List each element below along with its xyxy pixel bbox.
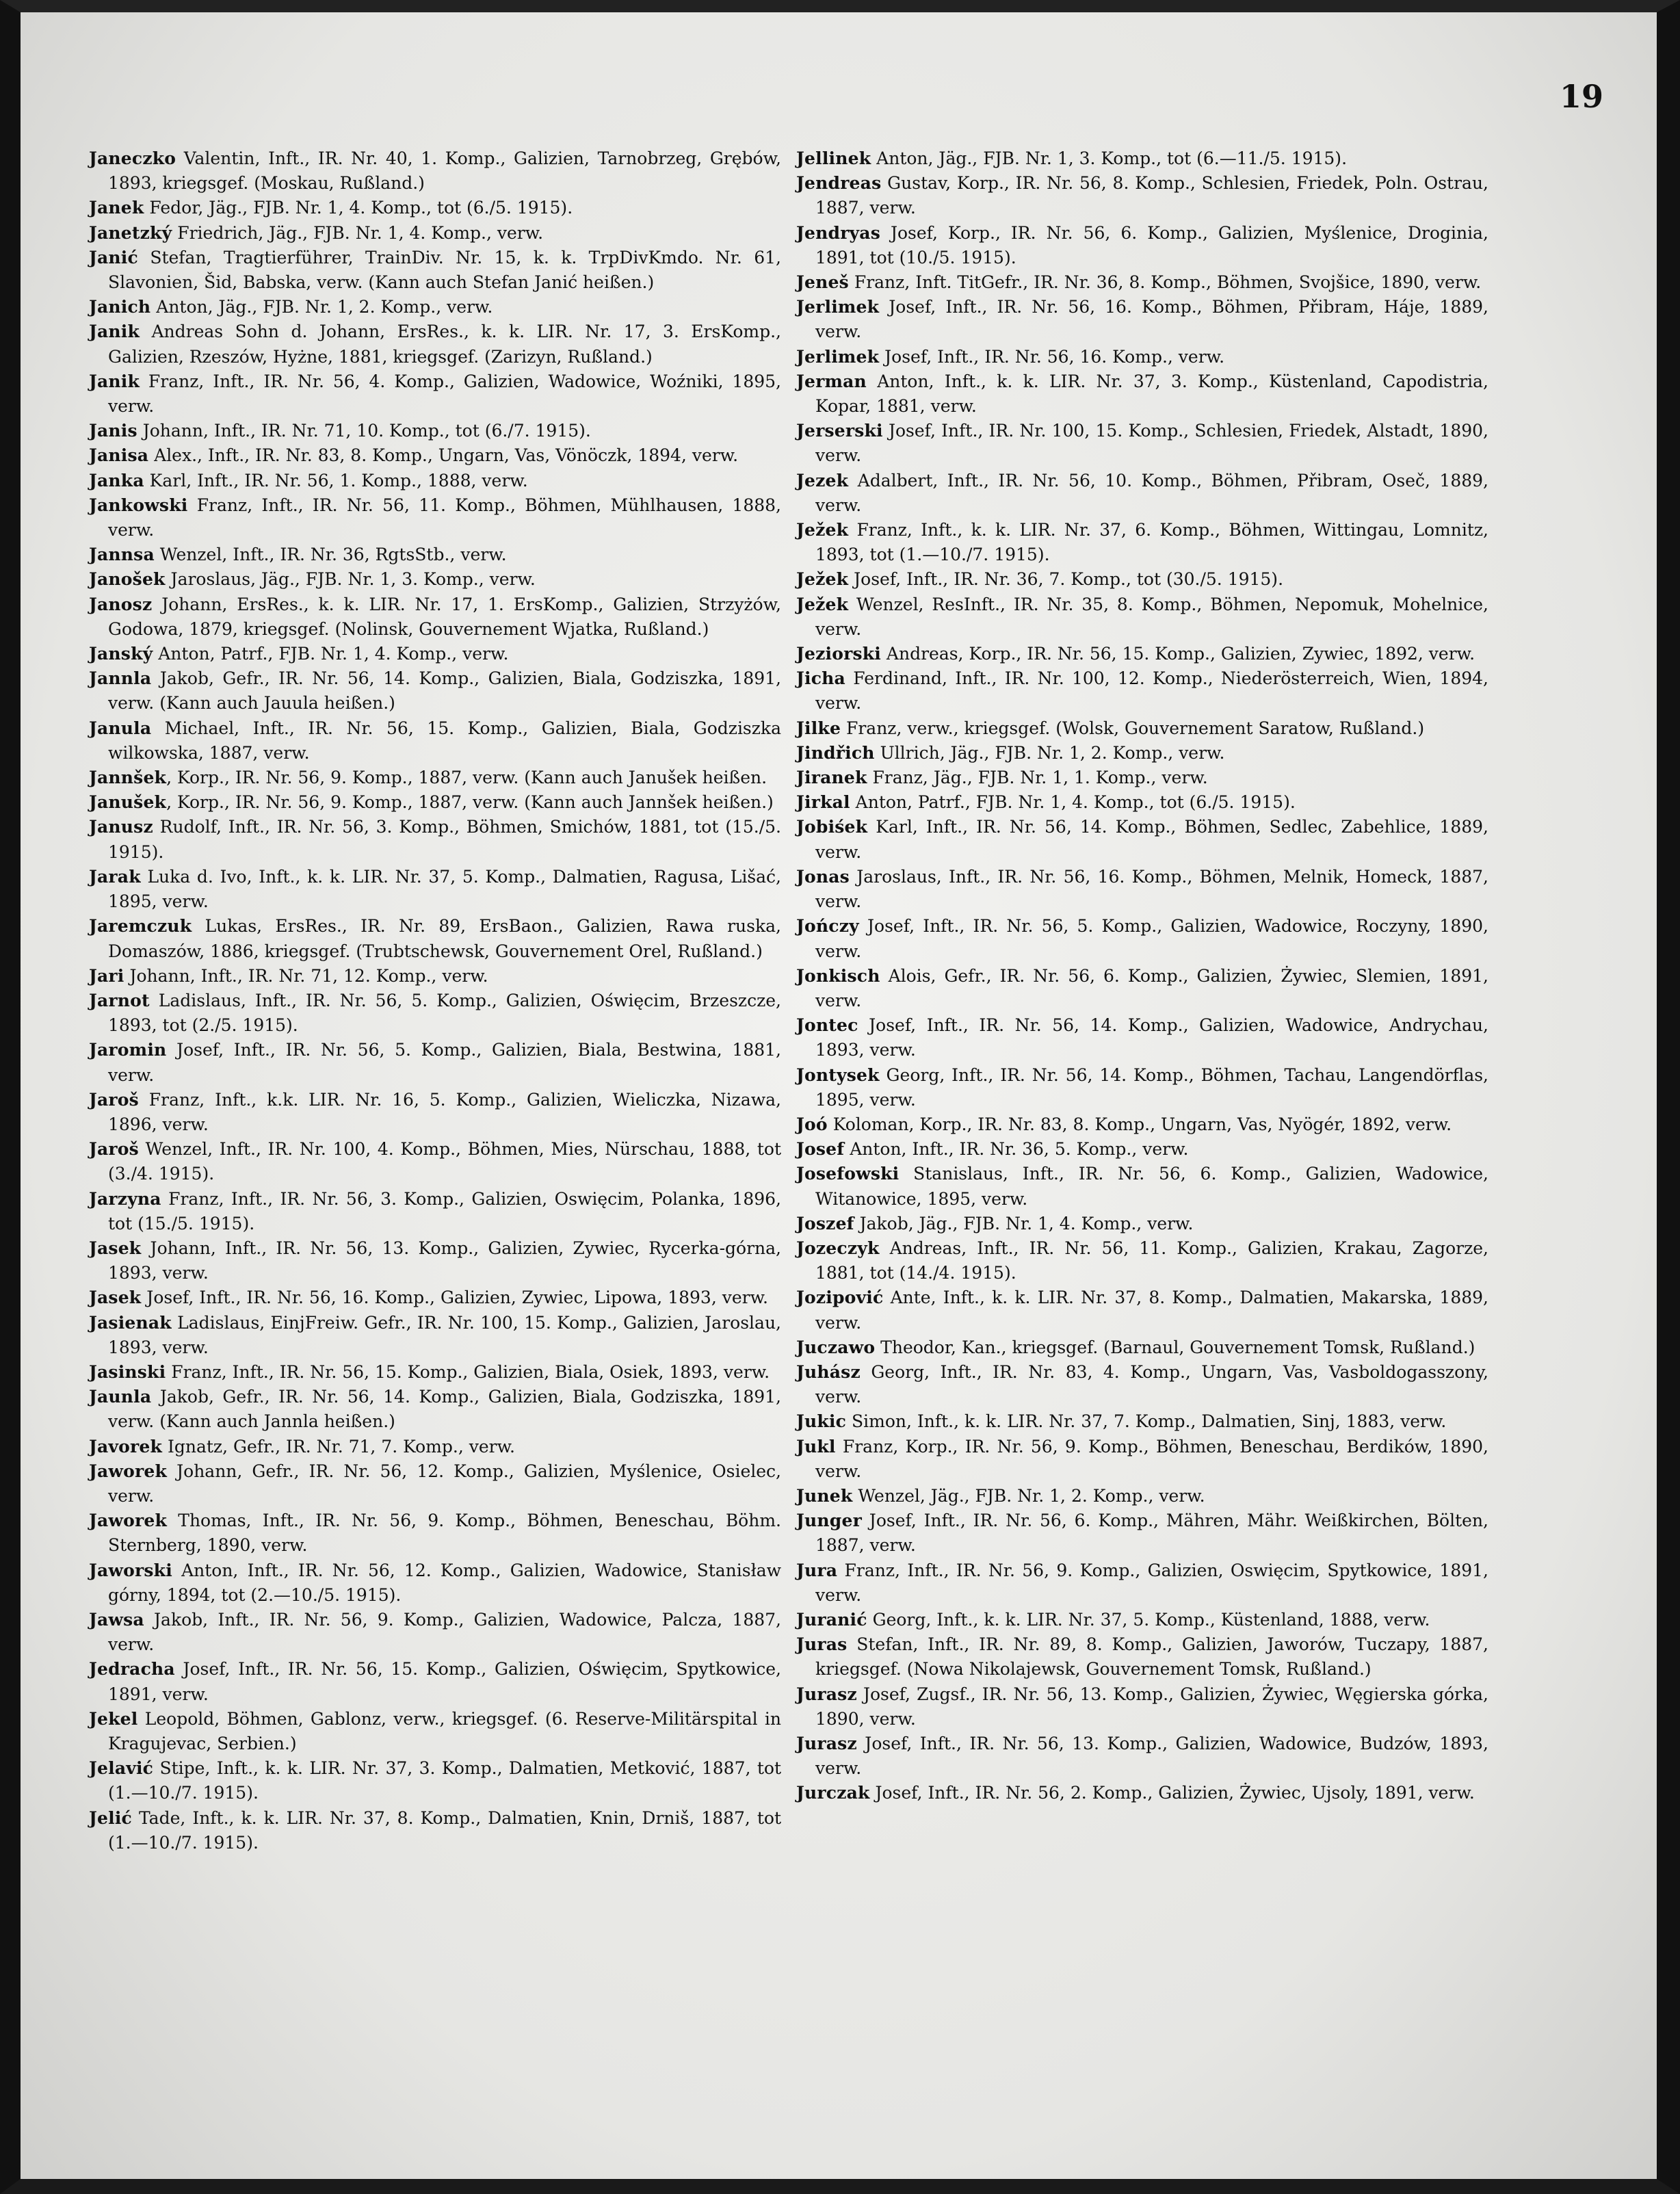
entry-surname: Janský [89,644,153,664]
entry-surname: Janeczko [89,148,176,168]
entry-surname: Jasinski [89,1361,166,1382]
entry-details: Lukas, ErsRes., IR. Nr. 89, ErsBaon., Galizien, Rawa ruska, Domaszów, 1886, kriegsgef. (Trubtschewsk, Gouvernement Orel, Rußland.) [108,916,781,961]
casualty-entry [796,1162,1488,1211]
entry-details: Jakob, Inft., IR. Nr. 56, 9. Komp., Galizien, Wadowice, Palcza, 1887, verw. [108,1609,781,1655]
casualty-entry [89,666,781,716]
entry-details: Thomas, Inft., IR. Nr. 56, 9. Komp., Böhmen, Beneschau, Böhm. Sternberg, 1890, verw. [108,1511,781,1556]
casualty-entry [89,1137,781,1186]
entry-surname: Jicha [796,668,845,689]
entry-surname: Josefowski [796,1164,900,1184]
entry-details: Karl, Inft., IR. Nr. 56, 1. Komp., 1888, verw. [144,470,528,491]
entry-details: Stefan, Inft., IR. Nr. 89, 8. Komp., Galizien, Jaworów, Tuczapy, 1887, kriegsgef. (Nowa Nikolajewsk, Gouvernement Tomsk, Rußland.) [815,1634,1488,1680]
casualty-entry [796,592,1488,642]
entry-surname: Jarzyna [89,1188,161,1209]
casualty-entry [796,914,1488,963]
entry-details: Gustav, Korp., IR. Nr. 56, 8. Komp., Schlesien, Friedek, Poln. Ostrau, 1887, verw. [815,173,1488,218]
entry-surname: Janik [89,371,140,391]
entry-details: Theodor, Kan., kriegsgef. (Barnaul, Gouvernement Tomsk, Rußland.) [875,1337,1475,1357]
casualty-entry [796,741,1488,766]
entry-details: Franz, Inft. TitGefr., IR. Nr. 36, 8. Komp., Böhmen, Svojšice, 1890, verw. [848,272,1482,293]
entry-details: Josef, Inft., IR. Nr. 56, 13. Komp., Galizien, Wadowice, Budzów, 1893, verw. [815,1734,1488,1779]
entry-details: Johann, Inft., IR. Nr. 56, 13. Komp., Galizien, Zywiec, Rycerka-górna, 1893, verw. [108,1238,781,1283]
entry-surname: Jurasz [796,1734,857,1753]
entry-surname: Jobiśek [796,817,868,837]
entry-surname: Jontysek [796,1065,880,1085]
entry-details: Ignatz, Gefr., IR. Nr. 71, 7. Komp., verw. [162,1436,515,1457]
entry-surname: Junger [796,1511,862,1531]
casualty-entry [89,443,781,468]
casualty-entry [796,1285,1488,1335]
casualty-entry [796,1732,1488,1781]
casualty-entry [796,716,1488,741]
entry-surname: Jaroš [89,1139,139,1160]
entry-details: Franz, Jäg., FJB. Nr. 1, 1. Komp., verw. [867,768,1208,788]
casualty-entry [796,766,1488,790]
casualty-entry [89,369,781,419]
entry-surname: Jiranek [796,768,867,788]
entry-details: Wenzel, Inft., IR. Nr. 36, RgtsStb., verw. [154,545,507,565]
entry-details: Michael, Inft., IR. Nr. 56, 15. Komp., Galizien, Biala, Godziszka wilkowska, 1887, verw. [108,718,781,763]
casualty-entry [796,666,1488,716]
casualty-entry [796,1509,1488,1558]
entry-surname: Jellinek [796,148,871,168]
entry-surname: Jawsa [89,1609,144,1630]
casualty-entry [796,146,1488,171]
entry-details: Anton, Inft., IR. Nr. 36, 5. Komp., verw. [844,1139,1189,1160]
casualty-entry [89,1509,781,1558]
entry-surname: Jerlimek [796,297,880,317]
entry-details: Karl, Inft., IR. Nr. 56, 14. Komp., Böhmen, Sedlec, Zabehlice, 1889, verw. [815,817,1488,862]
entry-surname: Jarnot [89,990,150,1010]
entry-surname: Janich [89,297,151,317]
casualty-entry [89,1285,781,1310]
casualty-entry [89,1187,781,1236]
page-sheet [21,12,1657,2179]
entry-details: Andreas, Inft., IR. Nr. 56, 11. Komp., Galizien, Krakau, Zagorze, 1881, tot (14./4. 1915). [815,1238,1488,1283]
entry-surname: Jaromin [89,1040,167,1060]
casualty-entry [89,146,781,196]
entry-surname: Jonkisch [796,965,880,986]
casualty-entry [796,964,1488,1013]
entry-surname: Janula [89,718,152,738]
casualty-entry [89,1385,781,1434]
casualty-entry [89,1707,781,1756]
entry-surname: Janik [89,322,140,342]
casualty-entry [89,1236,781,1285]
entry-surname: Jankowski [89,495,188,515]
entry-details: Wenzel, Inft., IR. Nr. 100, 4. Komp., Böhmen, Mies, Nürschau, 1888, tot (3./4. 1915). [108,1139,781,1184]
entry-surname: Jezek [796,470,849,491]
casualty-entry [89,815,781,864]
entry-surname: Jirkal [796,792,850,813]
entry-details: Koloman, Korp., IR. Nr. 83, 8. Komp., Ungarn, Vas, Nyögér, 1892, verw. [827,1114,1452,1134]
entry-surname: Jaremczuk [89,916,192,937]
entry-details: Franz, verw., kriegsgef. (Wolsk, Gouvernement Saratow, Rußland.) [841,718,1425,738]
casualty-entry [796,469,1488,518]
entry-details: Adalbert, Inft., IR. Nr. 56, 10. Komp., Böhmen, Přibram, Oseč, 1889, verw. [815,470,1488,515]
entry-surname: Jilke [796,718,841,738]
casualty-entry [796,1212,1488,1236]
entry-details: Josef, Inft., IR. Nr. 56, 5. Komp., Galizien, Wadowice, Roczyny, 1890, verw. [815,916,1488,961]
entry-details: Josef, Inft., IR. Nr. 56, 14. Komp., Galizien, Wadowice, Andrychau, 1893, verw. [815,1015,1488,1060]
entry-details: Franz, Korp., IR. Nr. 56, 9. Komp., Böhmen, Beneschau, Berdików, 1890, verw. [815,1436,1488,1481]
left-column [89,146,781,1855]
casualty-entry [89,567,781,592]
entry-details: Franz, Inft., IR. Nr. 56, 9. Komp., Galizien, Oswięcim, Spytkowice, 1891, verw. [815,1560,1488,1605]
entry-details: Jaroslaus, Inft., IR. Nr. 56, 16. Komp., Böhmen, Melnik, Homeck, 1887, verw. [815,866,1488,912]
casualty-entry [89,1038,781,1087]
casualty-entry [796,642,1488,666]
entry-details: Stipe, Inft., k. k. LIR. Nr. 37, 3. Komp., Dalmatien, Metković, 1887, tot (1.—10./7. 1915). [108,1758,781,1803]
entry-surname: Jerlimek [796,346,880,367]
entry-details: Josef, Inft., IR. Nr. 56, 6. Komp., Mähren, Mähr. Weißkirchen, Bölten, 1887, verw. [815,1511,1488,1556]
casualty-entry [796,419,1488,468]
entry-surname: Jontec [796,1015,858,1036]
casualty-entry [796,1632,1488,1682]
casualty-entry [796,790,1488,815]
entry-surname: Janka [89,470,144,491]
entry-surname: Ježek [796,569,849,590]
entry-details: Anton, Patrf., FJB. Nr. 1, 4. Komp., tot (6./5. 1915). [850,792,1296,813]
casualty-entry [89,716,781,766]
entry-surname: Jozeczyk [796,1238,880,1258]
entry-surname: Jerman [796,371,867,391]
entry-surname: Jeziorski [796,644,881,664]
page-number: 19 [1559,78,1603,115]
entry-details: Johann, Inft., IR. Nr. 71, 12. Komp., verw. [124,965,488,986]
entry-details: Leopold, Böhmen, Gablonz, verw., kriegsgef. (6. Reserve-Militärspital in Kragujevac, Serbien.) [108,1708,781,1753]
entry-details: Stefan, Tragtierführer, TrainDiv. Nr. 15, k. k. TrpDivKmdo. Nr. 61, Slavonien, Šid, Babska, verw. (Kann auch Stefan Janić heißen.) [108,247,781,293]
entry-surname: Jonas [796,866,850,887]
casualty-entry [796,518,1488,567]
entry-surname: Jari [89,965,124,986]
entry-surname: Janetzký [89,222,172,243]
entry-details: Valentin, Inft., IR. Nr. 40, 1. Komp., Galizien, Tarnobrzeg, Grębów, 1893, kriegsgef. (Moskau, Rußland.) [108,148,781,194]
casualty-entry [89,419,781,443]
entry-details: Alex., Inft., IR. Nr. 83, 8. Komp., Ungarn, Vas, Vönöczk, 1894, verw. [148,445,739,466]
entry-surname: Jura [796,1560,838,1580]
entry-details: Anton, Patrf., FJB. Nr. 1, 4. Komp., verw. [153,644,509,664]
entry-details: Rudolf, Inft., IR. Nr. 56, 3. Komp., Böhmen, Smichów, 1881, tot (15./5. 1915). [108,817,781,862]
entry-details: Andreas Sohn d. Johann, ErsRes., k. k. LIR. Nr. 17, 3. ErsKomp., Galizien, Rzeszów, Hyżne, 1881, kriegsgef. (Zarizyn, Rußland.) [108,322,781,367]
casualty-entry [89,319,781,369]
entry-surname: Jannla [89,668,152,689]
casualty-entry [89,642,781,666]
entry-details: Franz, Inft., IR. Nr. 56, 3. Komp., Galizien, Oswięcim, Polanka, 1896, tot (15./5. 1915). [108,1188,781,1233]
casualty-entry [89,1608,781,1657]
entry-surname: Juranić [796,1609,867,1630]
casualty-entry [796,567,1488,592]
casualty-entry [796,369,1488,419]
entry-details: Wenzel, Jäg., FJB. Nr. 1, 2. Komp., verw. [852,1485,1205,1506]
entry-surname: Jeneš [796,272,849,293]
right-column [796,146,1488,1806]
entry-surname: Jasienak [89,1312,172,1333]
entry-surname: Juras [796,1634,848,1655]
entry-surname: Jaunla [89,1387,152,1407]
entry-details: Ladislaus, Inft., IR. Nr. 56, 5. Komp., Galizien, Oświęcim, Brzeszcze, 1893, tot (2./5. 1915). [108,990,781,1036]
entry-details: Franz, Inft., k.k. LIR. Nr. 16, 5. Komp., Galizien, Wieliczka, Nizawa, 1896, verw. [108,1089,781,1134]
casualty-entry [89,1756,781,1805]
casualty-entry [796,1409,1488,1434]
casualty-entry [89,1806,781,1855]
entry-details: Josef, Zugsf., IR. Nr. 56, 13. Komp., Galizien, Żywiec, Węgierska górka, 1890, verw. [815,1684,1488,1729]
entry-details: Franz, Inft., IR. Nr. 56, 15. Komp., Galizien, Biala, Osiek, 1893, verw. [166,1361,770,1382]
entry-surname: Jelić [89,1807,132,1828]
entry-details: Josef, Inft., IR. Nr. 36, 7. Komp., tot (30./5. 1915). [848,569,1284,590]
casualty-entry [796,1236,1488,1285]
entry-details: Ante, Inft., k. k. LIR. Nr. 37, 8. Komp., Dalmatien, Makarska, 1889, verw. [815,1288,1488,1333]
entry-surname: Jendryas [796,222,880,243]
casualty-entry [89,865,781,914]
entry-surname: Jasek [89,1288,142,1308]
entry-surname: Janisa [89,445,149,466]
entry-details: Anton, Jäg., FJB. Nr. 1, 2. Komp., verw. [150,297,493,317]
entry-details: Friedrich, Jäg., FJB. Nr. 1, 4. Komp., verw. [172,222,544,243]
entry-surname: Jekel [89,1708,138,1729]
entry-details: Josef, Inft., IR. Nr. 56, 2. Komp., Galizien, Żywiec, Ujsoly, 1891, verw. [869,1783,1475,1803]
entry-details: Alois, Gefr., IR. Nr. 56, 6. Komp., Galizien, Żywiec, Slemien, 1891, verw. [815,965,1488,1010]
entry-surname: Ježek [796,520,849,540]
entry-surname: Janusz [89,817,153,837]
entry-details: Andreas, Korp., IR. Nr. 56, 15. Komp., Galizien, Zywiec, 1892, verw. [880,644,1475,664]
casualty-entry [89,469,781,493]
entry-surname: Jannsa [89,545,155,565]
casualty-entry [89,1558,781,1608]
entry-surname: Jończy [796,916,859,937]
entry-details: Franz, Inft., IR. Nr. 56, 11. Komp., Böhmen, Mühlhausen, 1888, verw. [108,495,781,540]
casualty-entry [89,295,781,319]
entry-details: Josef, Inft., IR. Nr. 56, 16. Komp., verw. [879,346,1225,367]
casualty-entry [89,1360,781,1385]
entry-surname: Jelavić [89,1758,154,1779]
casualty-entry [89,766,781,790]
casualty-entry [796,815,1488,864]
entry-details: Jaroslaus, Jäg., FJB. Nr. 1, 3. Komp., verw. [165,569,536,590]
entry-surname: Javorek [89,1436,163,1457]
entry-surname: Jurasz [796,1684,857,1704]
entry-surname: Jasek [89,1238,142,1258]
entry-details: Josef, Inft., IR. Nr. 100, 15. Komp., Schlesien, Friedek, Alstadt, 1890, verw. [815,421,1488,466]
entry-surname: Juczawo [796,1337,876,1357]
entry-details: Johann, Inft., IR. Nr. 71, 10. Komp., tot (6./7. 1915). [137,421,591,441]
casualty-entry [89,1459,781,1509]
casualty-entry [796,1112,1488,1137]
entry-details: Tade, Inft., k. k. LIR. Nr. 37, 8. Komp., Dalmatien, Knin, Drniš, 1887, tot (1.—10./7. 1915). [108,1807,781,1853]
casualty-entry [796,1608,1488,1632]
entry-details: Jakob, Gefr., IR. Nr. 56, 14. Komp., Galizien, Biala, Godziszka, 1891, verw. (Kann auch Jannla heißen.) [108,1387,781,1432]
entry-details: Fedor, Jäg., FJB. Nr. 1, 4. Komp., tot (6./5. 1915). [144,198,573,218]
entry-surname: Juhász [796,1361,861,1382]
entry-surname: Jaworek [89,1511,168,1531]
entry-details: Georg, Inft., k. k. LIR. Nr. 37, 5. Komp., Küstenland, 1888, verw. [867,1609,1430,1630]
entry-details: Franz, Inft., k. k. LIR. Nr. 37, 6. Komp., Böhmen, Wittingau, Lomnitz, 1893, tot (1.—10./7. 1915). [815,520,1488,565]
casualty-entry [796,270,1488,295]
entry-details: Simon, Inft., k. k. LIR. Nr. 37, 7. Komp., Dalmatien, Sinj, 1883, verw. [846,1411,1447,1432]
entry-details: Anton, Inft., IR. Nr. 56, 12. Komp., Galizien, Wadowice, Stanisław górny, 1894, tot (2.—10./5. 1915). [108,1560,781,1605]
entry-surname: Jedracha [89,1659,175,1680]
entry-surname: Josef [796,1139,845,1160]
entry-surname: Janošek [89,569,166,590]
casualty-entry [796,865,1488,914]
entry-surname: Jaworski [89,1560,172,1580]
entry-details: Ladislaus, EinjFreiw. Gefr., IR. Nr. 100, 15. Komp., Galizien, Jaroslau, 1893, verw. [108,1312,781,1357]
entry-surname: Jaworek [89,1461,168,1481]
casualty-entry [796,1682,1488,1732]
entry-details: Wenzel, ResInft., IR. Nr. 35, 8. Komp., Böhmen, Nepomuk, Mohelnice, verw. [815,594,1488,639]
casualty-entry [89,196,781,220]
casualty-entry [89,989,781,1038]
casualty-entry [796,1484,1488,1509]
entry-surname: Janek [89,198,144,218]
entry-details: Josef, Korp., IR. Nr. 56, 6. Komp., Galizien, Myślenice, Droginia, 1891, tot (10./5. 1915). [815,222,1488,267]
entry-surname: Jozipović [796,1288,884,1308]
entry-details: Josef, Inft., IR. Nr. 56, 16. Komp., Böhmen, Přibram, Háje, 1889, verw. [815,297,1488,342]
casualty-entry [89,964,781,989]
casualty-entry [796,1558,1488,1608]
casualty-entry [89,1657,781,1706]
entry-details: Ferdinand, Inft., IR. Nr. 100, 12. Komp., Niederösterreich, Wien, 1894, verw. [815,668,1488,714]
entry-details: Luka d. Ivo, Inft., k. k. LIR. Nr. 37, 5. Komp., Dalmatien, Ragusa, Lišać, 1895, verw. [108,866,781,912]
entry-surname: Jaroš [89,1089,139,1110]
casualty-entry [796,1013,1488,1062]
casualty-entry [796,345,1488,369]
entry-surname: Jukic [796,1411,847,1432]
casualty-entry [89,543,781,567]
entry-details: Stanislaus, Inft., IR. Nr. 56, 6. Komp., Galizien, Wadowice, Witanowice, 1895, verw. [815,1164,1488,1209]
entry-surname: Jendreas [796,173,882,194]
casualty-entry [796,1063,1488,1112]
entry-surname: Janosz [89,594,153,614]
casualty-entry [796,1335,1488,1360]
entry-details: Franz, Inft., IR. Nr. 56, 4. Komp., Galizien, Wadowice, Woźniki, 1895, verw. [108,371,781,417]
casualty-entry [796,1781,1488,1805]
casualty-entry [89,914,781,963]
casualty-entry [89,493,781,543]
casualty-entry [796,1137,1488,1162]
entry-details: Ullrich, Jäg., FJB. Nr. 1, 2. Komp., verw. [874,742,1225,763]
entry-details: Anton, Jäg., FJB. Nr. 1, 3. Komp., tot (6.—11./5. 1915). [871,148,1348,168]
casualty-entry [796,171,1488,220]
entry-details: Johann, Gefr., IR. Nr. 56, 12. Komp., Galizien, Myślenice, Osielec, verw. [108,1461,781,1506]
casualty-entry [89,221,781,246]
entry-surname: Joó [796,1114,828,1134]
casualty-entry [89,1088,781,1137]
entry-details: Georg, Inft., IR. Nr. 83, 4. Komp., Ungarn, Vas, Vasboldogasszony, verw. [815,1361,1488,1407]
casualty-entry [89,592,781,642]
casualty-entry [89,246,781,295]
entry-surname: Joszef [796,1213,854,1233]
entry-surname: Jerserski [796,421,883,441]
entry-details: Josef, Inft., IR. Nr. 56, 15. Komp., Galizien, Oświęcim, Spytkowice, 1891, verw. [108,1659,781,1704]
entry-surname: Junek [796,1485,853,1506]
entry-details: , Korp., IR. Nr. 56, 9. Komp., 1887, verw. (Kann auch Janušek heißen. [166,768,767,788]
entry-surname: Janis [89,421,137,441]
entry-surname: Jarak [89,866,141,887]
entry-details: Jakob, Jäg., FJB. Nr. 1, 4. Komp., verw. [854,1213,1194,1233]
entry-details: Josef, Inft., IR. Nr. 56, 5. Komp., Galizien, Biala, Bestwina, 1881, verw. [108,1040,781,1085]
casualty-entry [796,295,1488,344]
casualty-entry [89,790,781,815]
entry-details: , Korp., IR. Nr. 56, 9. Komp., 1887, verw. (Kann auch Jannšek heißen.) [166,792,774,813]
entry-surname: Jukl [796,1436,836,1457]
entry-details: Josef, Inft., IR. Nr. 56, 16. Komp., Galizien, Zywiec, Lipowa, 1893, verw. [141,1288,768,1308]
casualty-entry [796,1435,1488,1484]
entry-details: Georg, Inft., IR. Nr. 56, 14. Komp., Böhmen, Tachau, Langendörflas, 1895, verw. [815,1065,1488,1110]
entry-details: Johann, ErsRes., k. k. LIR. Nr. 17, 1. ErsKomp., Galizien, Strzyżów, Godowa, 1879, kriegsgef. (Nolinsk, Gouvernement Wjatka, Rußland.) [108,594,781,639]
entry-surname: Ježek [796,594,849,614]
entry-details: Jakob, Gefr., IR. Nr. 56, 14. Komp., Galizien, Biala, Godziszka, 1891, verw. (Kann auch Jauula heißen.) [108,668,781,714]
casualty-entry [796,221,1488,270]
entry-surname: Jindřich [796,742,875,763]
entry-surname: Jurczak [796,1783,870,1803]
casualty-entry [796,1360,1488,1409]
casualty-entry [89,1435,781,1459]
entry-surname: Jannšek [89,768,167,788]
entry-surname: Janić [89,247,138,267]
entry-details: Anton, Inft., k. k. LIR. Nr. 37, 3. Komp., Küstenland, Capodistria, Kopar, 1881, verw. [815,371,1488,417]
casualty-entry [89,1311,781,1360]
entry-surname: Janušek [89,792,167,813]
